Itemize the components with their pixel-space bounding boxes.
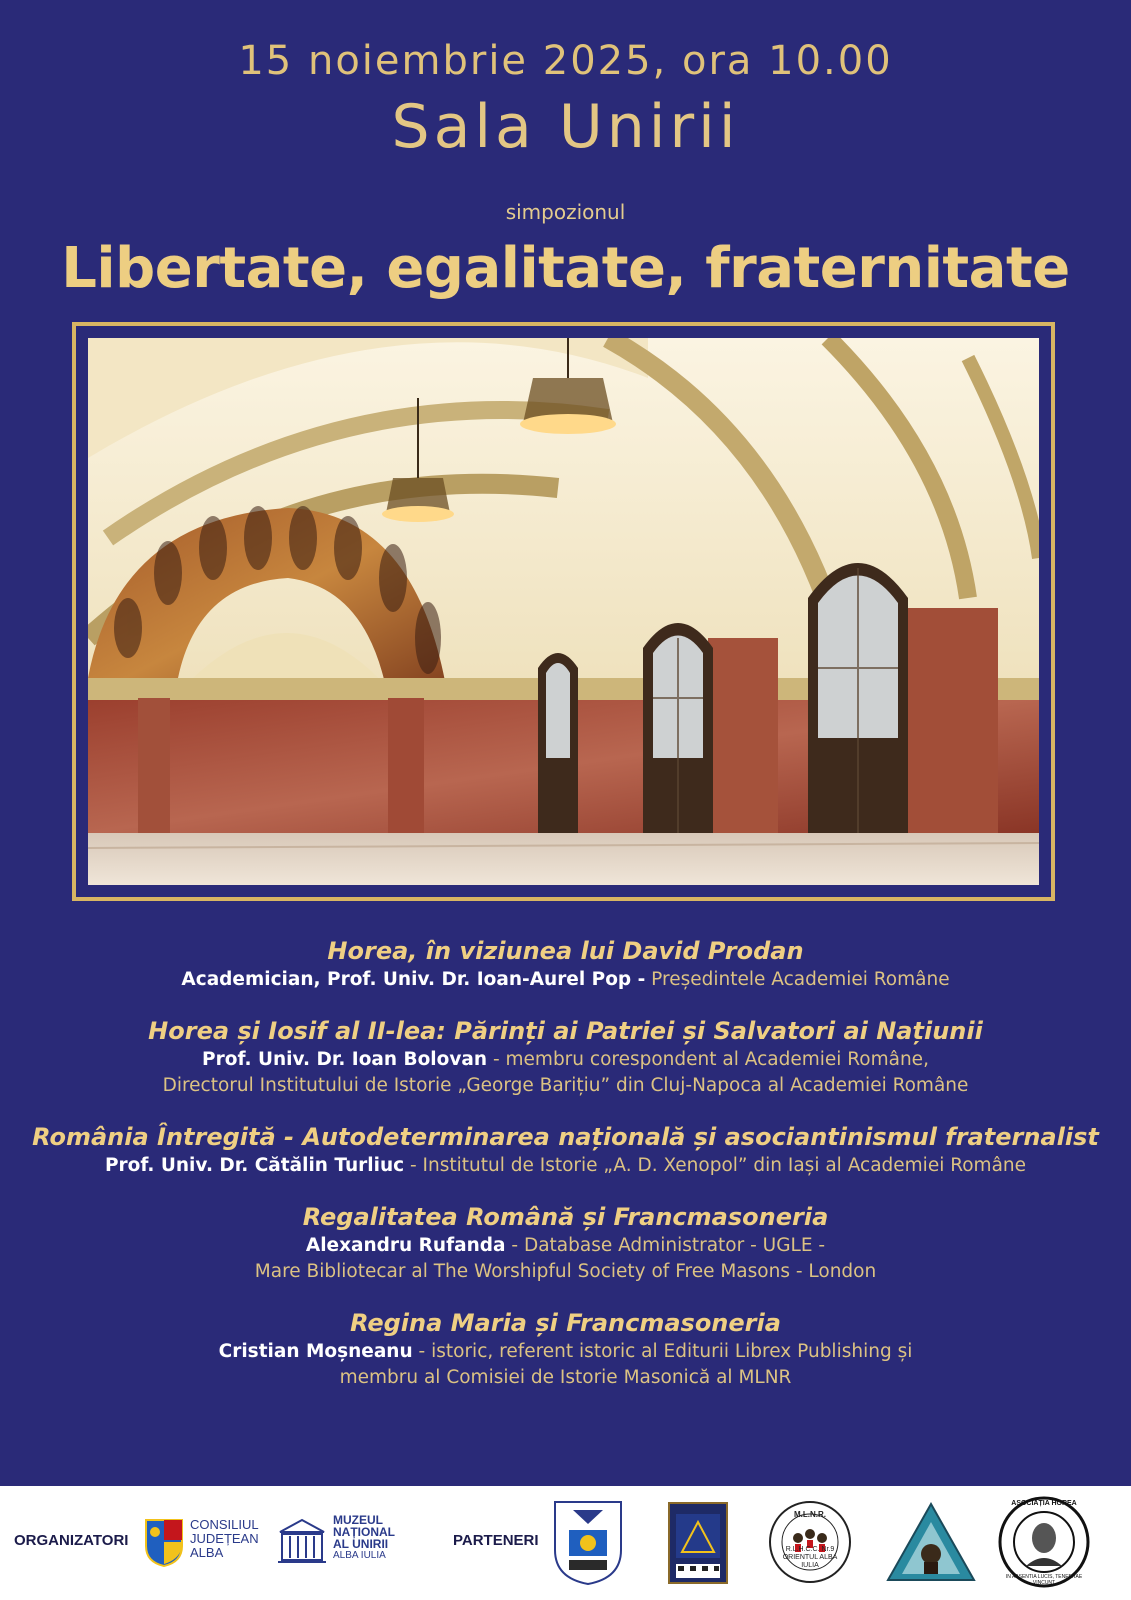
- mlnr-seal-text: [778, 1546, 842, 1570]
- speaker-affiliation: - Database Administrator - UGLE -: [505, 1235, 826, 1256]
- event-title: Libertate, egalitate, fraternitate: [61, 236, 1070, 301]
- talk-speaker-line: [0, 967, 1131, 993]
- museum-text: [333, 1514, 395, 1562]
- organizers-label: ORGANIZATORI: [14, 1532, 129, 1549]
- mlnr-seal-line: M.L.N.R.: [794, 1510, 826, 1519]
- asociatia-horea-motto: IN ABSENTIA LUCIS, TENEBRAE VINCUNT: [1005, 1574, 1083, 1586]
- talk-affiliation-line: Mare Bibliotecar al The Worshipful Society of Free Masons - London: [254, 1261, 877, 1282]
- talk-speaker-line: [0, 1047, 1131, 1073]
- event-venue: Sala Unirii: [391, 92, 740, 162]
- asociatia-horea-text: ASOCIAȚIA HOREA: [1011, 1500, 1077, 1507]
- talks-list: [0, 935, 1131, 1413]
- talk-item: [0, 1201, 1131, 1285]
- talk-item: [0, 935, 1131, 993]
- cj-alba-line: JUDEȚEAN: [190, 1531, 259, 1546]
- hall-photo: [88, 338, 1039, 885]
- speaker-name: Alexandru Rufanda: [305, 1235, 506, 1256]
- museum-line: AL UNIRII: [333, 1537, 389, 1551]
- talk-title: Regalitatea Română și Francmasoneria: [302, 1203, 829, 1231]
- hall-interior-illustration: [88, 338, 1039, 885]
- talk-title: România Întregită - Autodeterminarea națională și asociantinismul fraternalist: [32, 1123, 1099, 1151]
- speaker-name: Cristian Moșneanu: [218, 1341, 413, 1362]
- talk-item: [0, 1307, 1131, 1391]
- partners-label: PARTENERI: [453, 1532, 539, 1549]
- mlnr-seal-line: ORIENTUL ALBA IULIA: [782, 1554, 838, 1569]
- talk-title: Horea și Iosif al II-lea: Părinți ai Patriei și Salvatori ai Națiunii: [148, 1017, 983, 1045]
- cj-alba-text: [190, 1518, 259, 1560]
- cj-alba-shield-icon: [144, 1518, 184, 1568]
- talk-affiliation-line: Directorul Institutului de Istorie „George Barițiu” din Cluj-Napoca al Academiei Române: [162, 1075, 969, 1096]
- speaker-name: Prof. Univ. Dr. Ioan Bolovan: [202, 1049, 488, 1070]
- speaker-name: Prof. Univ. Dr. Cătălin Turliuc: [104, 1155, 405, 1176]
- speaker-name: Academician, Prof. Univ. Dr. Ioan-Aurel Pop -: [181, 969, 646, 990]
- talk-affiliation-line: membru al Comisiei de Istorie Masonică al MLNR: [339, 1367, 792, 1388]
- museum-building-icon: [276, 1516, 328, 1566]
- footer-logos-bar: [0, 1486, 1131, 1600]
- talk-title: Horea, în viziunea lui David Prodan: [327, 937, 804, 965]
- event-date-time: 15 noiembrie 2025, ora 10.00: [238, 38, 893, 84]
- cj-alba-line: CONSILIUL: [190, 1517, 259, 1532]
- museum-line: ALBA IULIA: [333, 1550, 386, 1561]
- talk-speaker-line: [0, 1339, 1131, 1365]
- cj-alba-line: ALBA: [190, 1545, 224, 1560]
- lodge-banner-icon: [668, 1502, 728, 1584]
- mlnr-seal-text: [778, 1510, 842, 1519]
- mlnr-seal-line: R.L.H.C.C. Nr.9: [785, 1546, 835, 1553]
- mlnr-shield-icon: [553, 1500, 623, 1586]
- event-type-label: simpozionul: [505, 200, 626, 224]
- talk-item: [0, 1121, 1131, 1179]
- speaker-affiliation: - membru corespondent al Academiei Române,: [487, 1049, 929, 1070]
- talk-title: Regina Maria și Francmasoneria: [350, 1309, 781, 1337]
- speaker-affiliation: - istoric, referent istoric al Editurii Librex Publishing și: [412, 1341, 913, 1362]
- triangle-emblem-icon: [886, 1502, 976, 1582]
- museum-line: NAȚIONAL: [333, 1525, 395, 1539]
- hall-photo-frame: [72, 322, 1055, 901]
- speaker-affiliation: - Institutul de Istorie „A. D. Xenopol” din Iași al Academiei Române: [404, 1155, 1027, 1176]
- talk-item: [0, 1015, 1131, 1099]
- talk-speaker-line: [0, 1153, 1131, 1179]
- talk-speaker-line: [0, 1233, 1131, 1259]
- speaker-affiliation: Președintele Academiei Române: [645, 969, 950, 990]
- museum-line: MUZEUL: [333, 1513, 383, 1527]
